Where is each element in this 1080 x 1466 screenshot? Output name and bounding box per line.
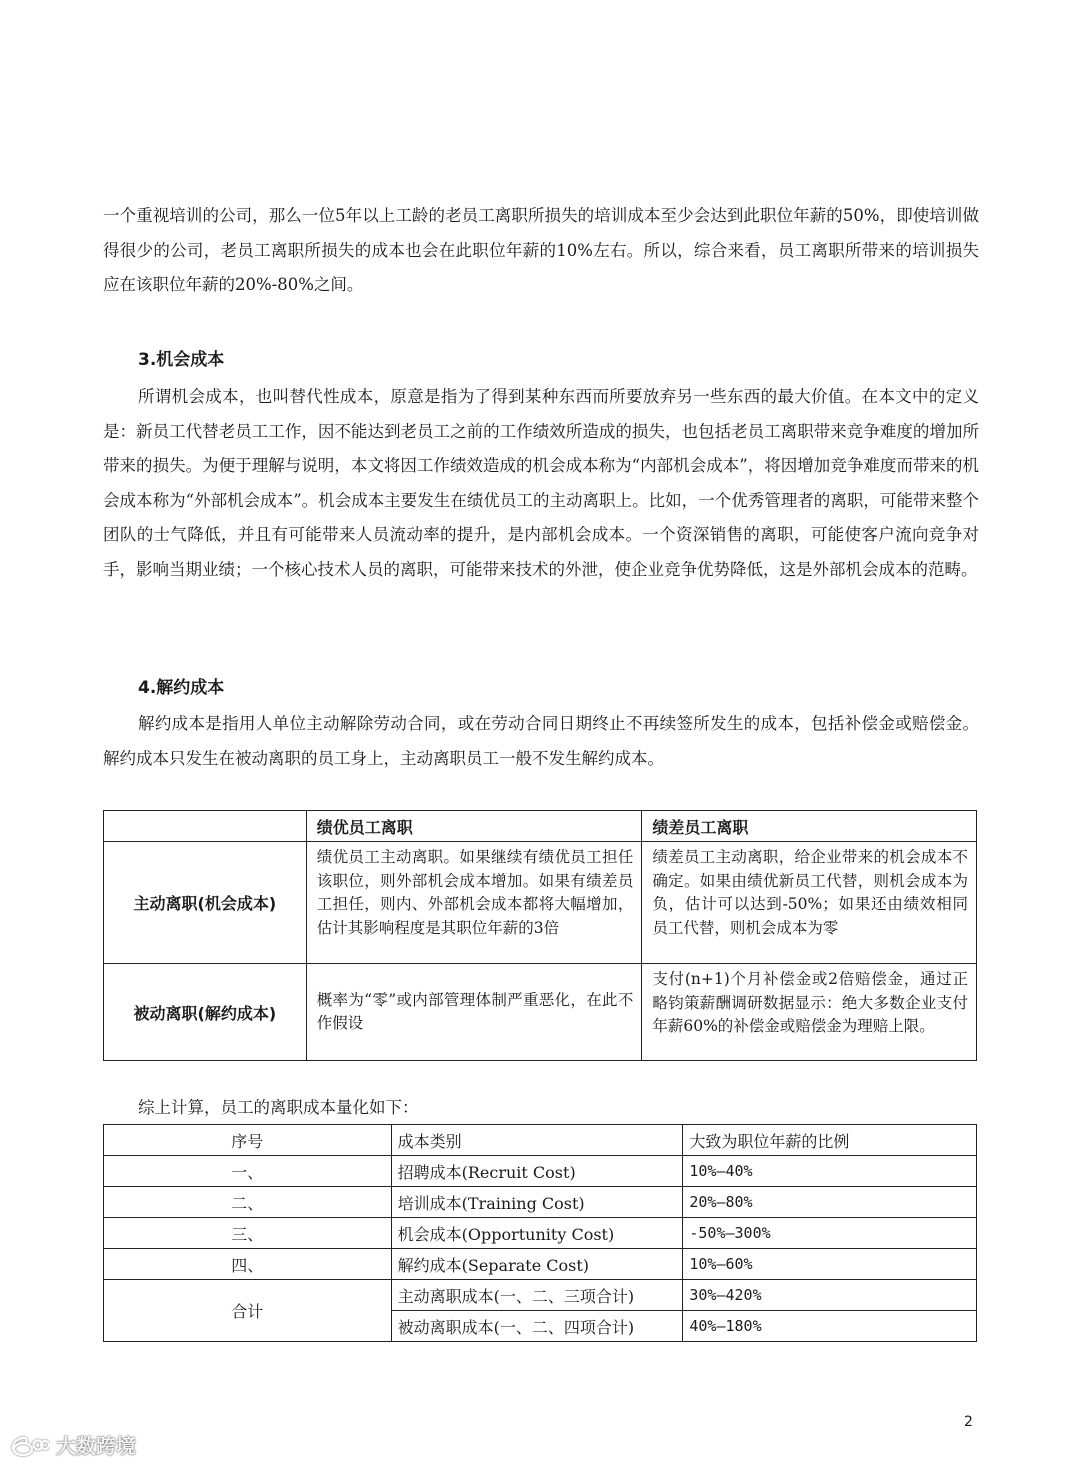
section-4-heading: 4.解约成本 — [138, 678, 225, 698]
table-row — [104, 1249, 977, 1280]
header-good-performer: 绩优员工离职 — [306, 811, 642, 842]
total-voluntary-ratio: 30%—420% — [683, 1280, 977, 1311]
turnover-matrix-table — [103, 810, 977, 1061]
row-category: 培训成本(Training Cost) — [391, 1187, 683, 1218]
intro-paragraph: 一个重视培训的公司，那么一位5年以上工龄的老员工离职所损失的培训成本至少会达到此职位年薪的50%，即使培训做得很少的公司，老员工离职所损失的成本也会在此职位年薪的10%左右。所以，综合来看，员工离职所带来的培训损失应在该职位年薪的20%-80%之间。 — [103, 206, 979, 294]
header-empty-cell — [104, 811, 307, 842]
row-category: 招聘成本(Recruit Cost) — [391, 1156, 683, 1187]
row-no: 一、 — [104, 1156, 392, 1187]
section-3-heading: 3.机会成本 — [138, 350, 225, 370]
row-category: 解约成本(Separate Cost) — [391, 1249, 683, 1280]
row-label-voluntary: 主动离职(机会成本) — [104, 842, 307, 964]
total-label: 合计 — [104, 1280, 392, 1342]
row-ratio: 10%—40% — [683, 1156, 977, 1187]
section-4-body: 解约成本是指用人单位主动解除劳动合同，或在劳动合同日期终止不再续签所发生的成本，包括补偿金或赔偿金。解约成本只发生在被动离职的员工身上，主动离职员工一般不发生解约成本。 — [103, 714, 979, 768]
header-no: 序号 — [104, 1125, 392, 1156]
page-number: 2 — [964, 1414, 973, 1430]
row-ratio: -50%—300% — [683, 1218, 977, 1249]
table-row — [104, 1156, 977, 1187]
table-header-row — [104, 811, 977, 842]
watermark — [10, 1430, 136, 1459]
table-row — [104, 1218, 977, 1249]
row-no: 四、 — [104, 1249, 392, 1280]
header-category: 成本类别 — [391, 1125, 683, 1156]
row-ratio: 10%—60% — [683, 1249, 977, 1280]
table-row — [104, 1187, 977, 1218]
total-voluntary-category: 主动离职成本(一、二、三项合计) — [391, 1280, 683, 1311]
watermark-text: 大数跨境 — [56, 1434, 136, 1458]
table-row — [104, 964, 977, 1061]
total-involuntary-ratio: 40%—180% — [683, 1311, 977, 1342]
weibo-logo-icon — [10, 1432, 50, 1458]
summary-intro: 综上计算，员工的离职成本量化如下： — [138, 1098, 419, 1117]
header-ratio: 大致为职位年薪的比例 — [683, 1125, 977, 1156]
table-row — [104, 1280, 977, 1311]
total-involuntary-category: 被动离职成本(一、二、四项合计) — [391, 1311, 683, 1342]
header-poor-performer: 绩差员工离职 — [642, 811, 977, 842]
table-header-row — [104, 1125, 977, 1156]
cell-voluntary-poor: 绩差员工主动离职，给企业带来的机会成本不确定。如果由绩优新员工代替，则机会成本为负，估计可以达到-50%；如果还由绩效相同员工代替，则机会成本为零 — [642, 842, 977, 964]
row-label-involuntary: 被动离职(解约成本) — [104, 964, 307, 1061]
row-ratio: 20%—80% — [683, 1187, 977, 1218]
cell-involuntary-good: 概率为“零”或内部管理体制严重恶化，在此不作假设 — [306, 964, 642, 1061]
cost-summary-table — [103, 1124, 977, 1342]
table-row — [104, 842, 977, 964]
cell-voluntary-good: 绩优员工主动离职。如果继续有绩优员工担任该职位，则外部机会成本增加。如果有绩差员工担任，则内、外部机会成本都将大幅增加，估计其影响程度是其职位年薪的3倍 — [306, 842, 642, 964]
row-no: 三、 — [104, 1218, 392, 1249]
cell-involuntary-poor: 支付(n+1)个月补偿金或2倍赔偿金，通过正略钧策薪酬调研数据显示：绝大多数企业支付年薪60%的补偿金或赔偿金为理赔上限。 — [642, 964, 977, 1061]
section-3-body: 所谓机会成本，也叫替代性成本，原意是指为了得到某种东西而所要放弃另一些东西的最大价值。在本文中的定义是：新员工代替老员工工作，因不能达到老员工之前的工作绩效所造成的损失，也包括老员工离职带来竞争难度的增加所带来的损失。为便于理解与说明，本文将因工作绩效造成的机会成本称为“内部机会成本”，将因增加竞争难度而带来的机会成本称为“外部机会成本”。机会成本主要发生在绩优员工的主动离职上。比如，一个优秀管理者的离职，可能带来整个团队的士气降低，并且有可能带来人员流动率的提升，是内部机会成本。一个资深销售的离职，可能使客户流向竞争对手，影响当期业绩；一个核心技术人员的离职，可能带来技术的外泄，使企业竞争优势降低，这是外部机会成本的范畴。 — [103, 387, 979, 579]
row-no: 二、 — [104, 1187, 392, 1218]
row-category: 机会成本(Opportunity Cost) — [391, 1218, 683, 1249]
